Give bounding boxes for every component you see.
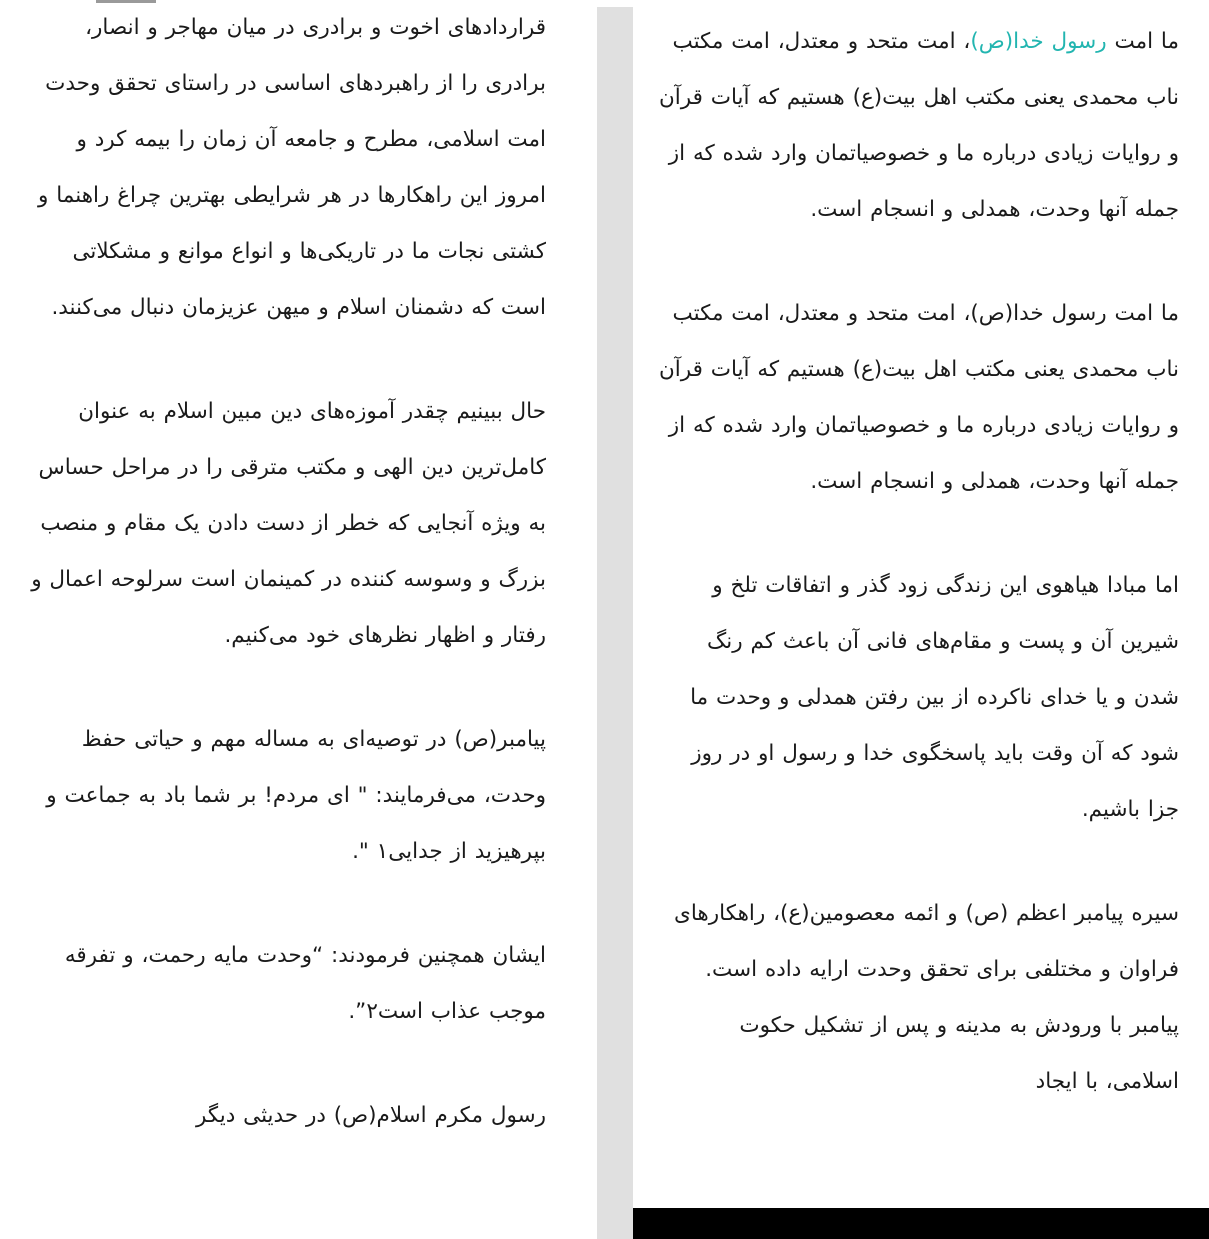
paragraph: پیامبر(ص) در توصیه‌ای به مساله مهم و حیاتی حفظ وحدت، می‌فرمایند: " ای مردم! بر شما باد به جماعت و بپرهیزید از جدایی۱ ". [46,727,546,864]
paragraph-text-end: ، امت متحد و معتدل، امت مکتب ناب محمدی یعنی مکتب اهل بیت(ع) هستیم که آیات قرآن و روایات زیادی درباره ما و خصوصیاتمان وارد شده که از جمله آنها وحدت، همدلی و انسجام است. [659,29,1179,222]
paragraph: ایشان همچنین فرمودند: “وحدت مایه رحمت، و تفرقه موجب عذاب است۲”. [64,943,546,1024]
paragraph-text-start: ما امت [1106,29,1179,54]
right-text-column [659,14,1179,1158]
rasool-khoda-link[interactable]: رسول خدا(ص) [970,29,1107,54]
paragraph: سیره پیامبر اعظم (ص) و ائمه معصومین(ع)، راهکارهای فراوان و مختلفی برای تحقق وحدت ارایه داده است. پیامبر با ورودش به مدینه و پس از تشکیل حکوت اسلامی، با ایجاد [674,901,1179,1094]
bottom-black-bar [633,1208,1209,1239]
column-divider [597,7,633,1239]
left-text-column [26,0,546,1192]
paragraph: حال ببینیم چقدر آموزه‌های دین مبین اسلام به عنوان کامل‌ترین دین الهی و مکتب مترقی را در مراحل حساس به ویژه آنجایی که خطر از دست دادن یک مقام و منصب بزرگ و وسوسه کننده در کمینمان است سرلوحه اعمال و رفتار و اظهار نظرهای خود می‌کنیم. [31,399,546,648]
paragraph: قراردادهای اخوت و برادری در میان مهاجر و انصار، برادری را از راهبردهای اساسی در راستای تحقق وحدت امت اسلامی، مطرح و جامعه آن زمان را بیمه کرد و امروز این راهکارها در هر شرایطی بهترین چراغ راهنما و کشتی نجات ما در تاریکی‌ها و انواع موانع و مشکلاتی است که دشمنان اسلام و میهن عزیزمان دنبال می‌کنند. [38,15,546,320]
paragraph: اما مبادا هیاهوی این زندگی زود گذر و اتفاقات تلخ و شیرین آن و پست و مقام‌های فانی آن باعث کم رنگ شدن و یا خدای ناکرده از بین رفتن همدلی و وحدت ما شود که آن وقت باید پاسخگوی خدا و رسول او در روز جزا باشیم. [690,573,1179,822]
paragraph [659,14,1179,238]
paragraph: ما امت رسول خدا(ص)، امت متحد و معتدل، امت مکتب ناب محمدی یعنی مکتب اهل بیت(ع) هستیم که آیات قرآن و روایات زیادی درباره ما و خصوصیاتمان وارد شده که از جمله آنها وحدت، همدلی و انسجام است. [659,301,1179,494]
paragraph: رسول مکرم اسلام(ص) در حدیثی دیگر [196,1103,546,1128]
